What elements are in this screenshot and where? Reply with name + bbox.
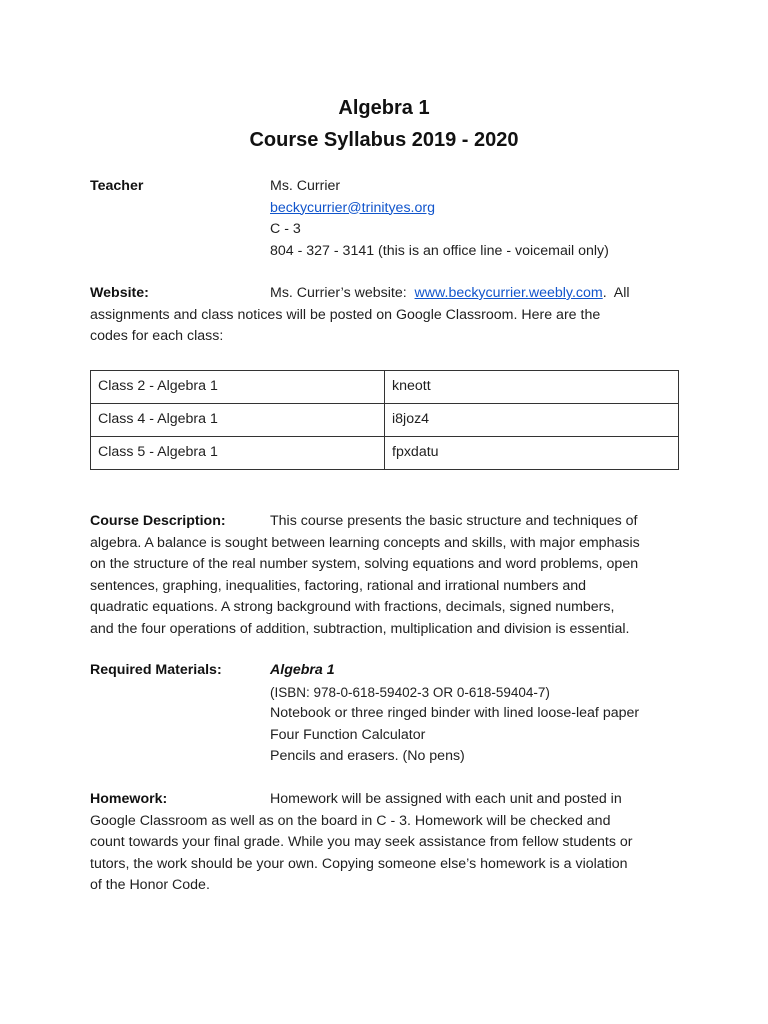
class-code-cell: i8joz4 bbox=[385, 404, 679, 437]
website-text-line3: codes for each class: bbox=[90, 328, 224, 344]
course-description-label: Course Description: bbox=[90, 513, 226, 529]
title-syllabus: Course Syllabus 2019 - 2020 bbox=[249, 129, 519, 151]
course-description-line: This course presents the basic structure and techniques of bbox=[270, 513, 638, 529]
class-code-cell: fpxdatu bbox=[385, 437, 679, 470]
course-description-line: algebra. A balance is sought between learning concepts and skills, with major emphasis bbox=[90, 534, 640, 551]
course-description-line: quadratic equations. A strong background with fractions, decimals, signed numbers, bbox=[90, 599, 615, 615]
materials-item: Notebook or three ringed binder with lined loose-leaf paper bbox=[270, 705, 640, 721]
website-lead: Ms. Currier’s website: bbox=[270, 285, 415, 301]
teacher-section bbox=[90, 176, 680, 262]
homework-line: of the Honor Code. bbox=[90, 877, 210, 893]
course-description-line: and the four operations of addition, subtraction, multiplication and division is essential. bbox=[90, 620, 630, 637]
class-code-row bbox=[91, 437, 679, 470]
class-code-row bbox=[91, 404, 679, 437]
website-text-line2: assignments and class notices will be posted on Google Classroom. Here are the bbox=[90, 306, 601, 323]
course-description-line: sentences, graphing, inequalities, factoring, rational and irrational numbers and bbox=[90, 577, 587, 594]
course-description-line: on the structure of the real number system, solving equations and word problems, open bbox=[90, 556, 639, 572]
teacher-email-link[interactable]: beckycurrier@trinityes.org bbox=[270, 199, 435, 216]
class-name-cell: Class 5 - Algebra 1 bbox=[91, 437, 385, 470]
materials-section bbox=[90, 660, 680, 768]
teacher-room: C - 3 bbox=[270, 221, 301, 237]
website-line1-tail: . All bbox=[602, 285, 630, 301]
homework-line: tutors, the work should be your own. Copying someone else’s homework is a violation bbox=[90, 855, 628, 872]
teacher-label: Teacher bbox=[90, 178, 144, 194]
materials-label: Required Materials: bbox=[90, 662, 222, 678]
homework-section bbox=[90, 789, 680, 897]
document-title bbox=[0, 92, 768, 156]
title-course: Algebra 1 bbox=[338, 97, 430, 119]
teacher-phone: 804 - 327 - 3141 (this is an office line - voicemail only) bbox=[270, 242, 609, 259]
materials-item: Four Function Calculator bbox=[270, 726, 426, 743]
homework-line: Homework will be assigned with each unit and posted in bbox=[270, 791, 622, 807]
class-codes-table bbox=[90, 370, 679, 470]
teacher-name: Ms. Currier bbox=[270, 178, 341, 194]
homework-line: Google Classroom as well as on the board in C - 3. Homework will be checked and bbox=[90, 812, 611, 829]
website-section bbox=[90, 283, 680, 348]
textbook-isbn: (ISBN: 978-0-618-59402-3 OR 0-618-59404-7) bbox=[270, 684, 550, 700]
course-description-section bbox=[90, 511, 680, 640]
class-code-row bbox=[91, 371, 679, 404]
homework-label: Homework: bbox=[90, 791, 168, 807]
textbook-title: Algebra 1 bbox=[270, 662, 335, 678]
class-name-cell: Class 2 - Algebra 1 bbox=[91, 371, 385, 404]
website-label: Website: bbox=[90, 285, 149, 301]
class-name-cell: Class 4 - Algebra 1 bbox=[91, 404, 385, 437]
class-code-cell: kneott bbox=[385, 371, 679, 404]
website-link[interactable]: www.beckycurrier.weebly.com bbox=[414, 285, 603, 301]
homework-line: count towards your final grade. While you may seek assistance from fellow students or bbox=[90, 834, 633, 850]
materials-item: Pencils and erasers. (No pens) bbox=[270, 748, 465, 764]
